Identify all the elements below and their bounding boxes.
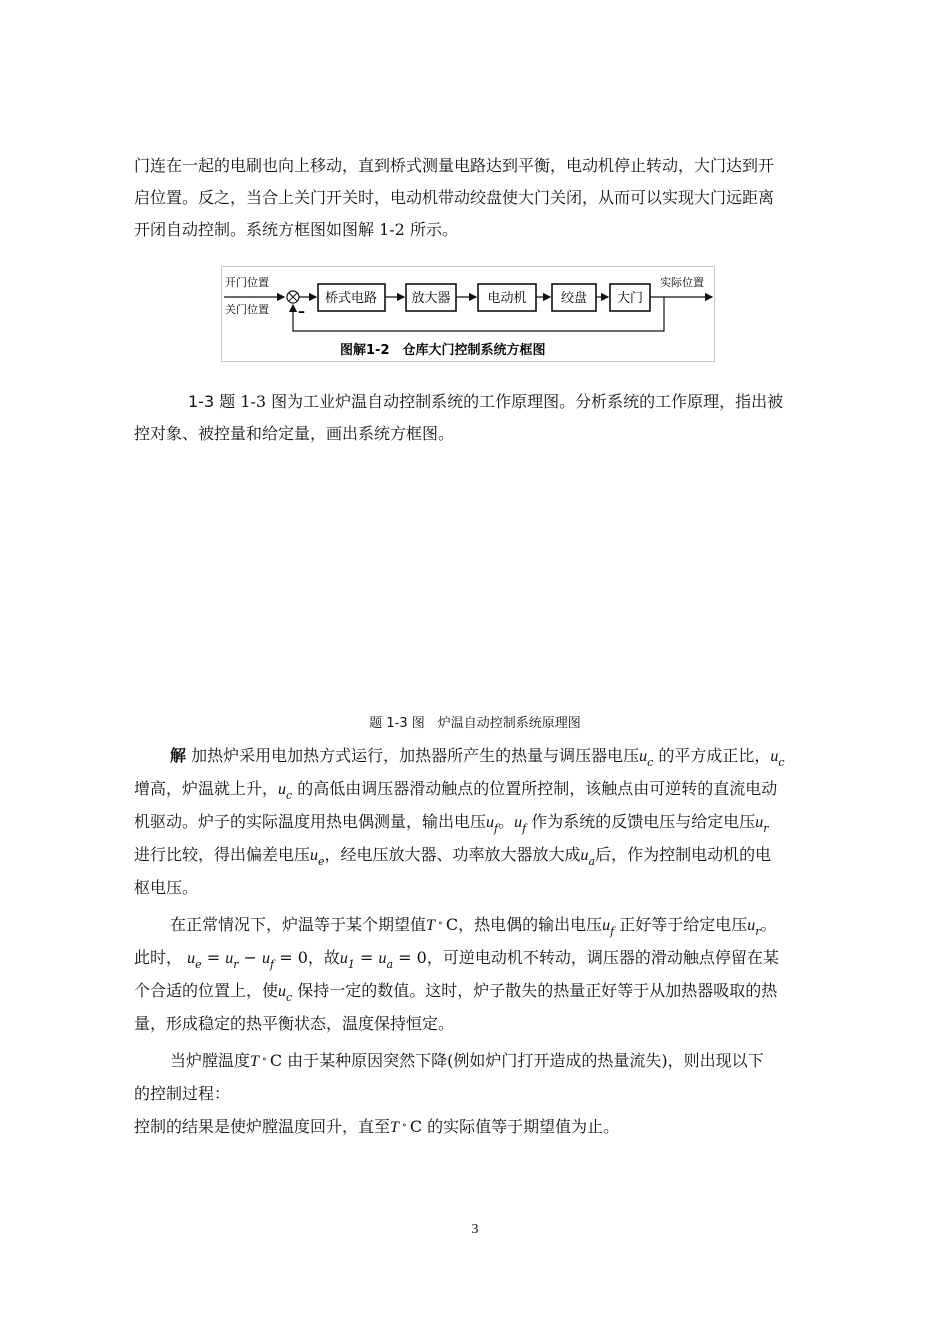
text: 当炉膛温度 xyxy=(170,1051,251,1070)
text-line xyxy=(134,386,850,418)
text-line: 控对象、被控量和给定量，画出系统方框图。 xyxy=(134,424,455,443)
block-diagram xyxy=(222,267,714,361)
problem-text: 题 1-3 图为工业炉温自动控制系统的工作原理图。分析系统的工作原理，指出被 xyxy=(214,392,784,411)
block-label: 绞盘 xyxy=(560,291,588,306)
text-line: 枢电压。 xyxy=(134,878,199,897)
text-line: 的控制过程： xyxy=(134,1084,231,1103)
text-line: 增高，炉温就上升，$u_c$ 的高低由调压器滑动触点的位置所控制，该触点由可逆转的直流电动 xyxy=(134,779,778,802)
text: ，故 xyxy=(307,948,340,967)
problem-1-3 xyxy=(134,386,850,450)
text-line: 门连在一起的电刷也向上移动，直到桥式测量电路达到平衡，电动机停止转动，大门达到开 xyxy=(134,156,775,175)
page-number: 3 xyxy=(471,1222,479,1237)
text: 。 xyxy=(498,812,515,831)
block-label: 放大器 xyxy=(411,291,451,306)
text-line: 个合适的位置上，使$u_c$ 保持一定的数值。这时，炉子散失的热量正好等于从加热器吸取的热 xyxy=(134,981,778,1004)
block-label: 大门 xyxy=(616,291,644,306)
summing-junction xyxy=(287,291,299,303)
text-line: 此时， $u_e = u_r - u_f = 0$，故$u_1 = u_a = 0$，可逆电动机不转动，调压器的滑动触点停留在某 xyxy=(134,948,779,971)
text: 机驱动。炉子的实际温度用热电偶测量，输出电压 xyxy=(134,812,487,831)
figure-1-3-caption: 题 1-3 图 炉温自动控制系统原理图 xyxy=(369,716,581,731)
text: ，经电压放大器、功率放大器放大成 xyxy=(324,845,581,864)
text-line: 在正常情况下，炉温等于某个期望值T ∘ C，热电偶的输出电压$u_f$ 正好等于给定电压$u_r$。 xyxy=(170,915,777,938)
text-line: 当炉膛温度T ∘ C 由于某种原因突然下降(例如炉门打开造成的热量流失)，则出现以下 xyxy=(170,1051,764,1070)
text-line: 量，形成稳定的热平衡状态，温度保持恒定。 xyxy=(134,1014,455,1033)
text-line: 控制的结果是使炉膛温度回升，直至T ∘ C 的实际值等于期望值为止。 xyxy=(134,1117,620,1136)
text-line: 解 加热炉采用电加热方式运行，加热器所产生的热量与调压器电压$u_c$ 的平方成正比，$u_c$ xyxy=(170,746,785,769)
text: 作为系统的反馈电压与给定电压 xyxy=(531,812,756,831)
figure-caption: 图解1-2 仓库大门控制系统方框图 xyxy=(340,343,546,358)
block-label: 桥式电路 xyxy=(324,291,378,306)
text: 此时， xyxy=(134,948,183,967)
text-line: 机驱动。炉子的实际温度用热电偶测量，输出电压$u_f$。$u_f$ 作为系统的反馈电压与给定电压$u_r$ xyxy=(134,812,769,835)
figure-1-2 xyxy=(221,266,715,362)
text: C 的实际值等于期望值为止。 xyxy=(409,1117,620,1136)
output-label: 实际位置 xyxy=(660,276,704,289)
text: 进行比较，得出偏差电压 xyxy=(134,845,311,864)
text: 后，作为控制电动机的电 xyxy=(595,845,772,864)
text: 增高，炉温就上升， xyxy=(134,779,279,798)
text: 个合适的位置上，使 xyxy=(134,981,279,1000)
solution-paragraph-2 xyxy=(134,908,850,1040)
input-open-label: 开门位置 xyxy=(225,276,269,289)
text: 。 xyxy=(760,915,777,934)
solution-paragraph-1 xyxy=(134,740,850,904)
text: 正好等于给定电压 xyxy=(619,915,748,934)
input-close-label: 关门位置 xyxy=(225,303,269,316)
problem-number: 1-3 xyxy=(188,392,215,411)
text: 加热炉采用电加热方式运行，加热器所产生的热量与调压器电压 xyxy=(191,746,640,765)
text: C 由于某种原因突然下降(例如炉门打开造成的热量流失)，则出现以下 xyxy=(269,1051,764,1070)
text-line: 开闭自动控制。系统方框图如图解 1-2 所示。 xyxy=(134,220,458,239)
text: 的高低由调压器滑动触点的位置所控制，该触点由可逆转的直流电动 xyxy=(297,779,778,798)
text: 在正常情况下，炉温等于某个期望值 xyxy=(170,915,427,934)
minus-sign: – xyxy=(298,304,305,320)
text: 的平方成正比， xyxy=(658,746,771,765)
intro-paragraph xyxy=(134,150,850,246)
text: 控制的结果是使炉膛温度回升，直至 xyxy=(134,1117,391,1136)
block-label: 电动机 xyxy=(487,291,527,306)
text-line: 启位置。反之，当合上关门开关时，电动机带动绞盘使大门关闭，从而可以实现大门远距离 xyxy=(134,188,775,207)
solution-paragraph-3 xyxy=(134,1044,850,1144)
solution-label: 解 xyxy=(170,746,187,765)
text-line: 进行比较，得出偏差电压$u_e$，经电压放大器、功率放大器放大成$u_a$后，作为控制电动机的电 xyxy=(134,845,772,868)
text: 保持一定的数值。这时，炉子散失的热量正好等于从加热器吸取的热 xyxy=(297,981,778,1000)
text: ，可逆电动机不转动，调压器的滑动触点停留在某 xyxy=(426,948,779,967)
text: C，热电偶的输出电压 xyxy=(445,915,603,934)
